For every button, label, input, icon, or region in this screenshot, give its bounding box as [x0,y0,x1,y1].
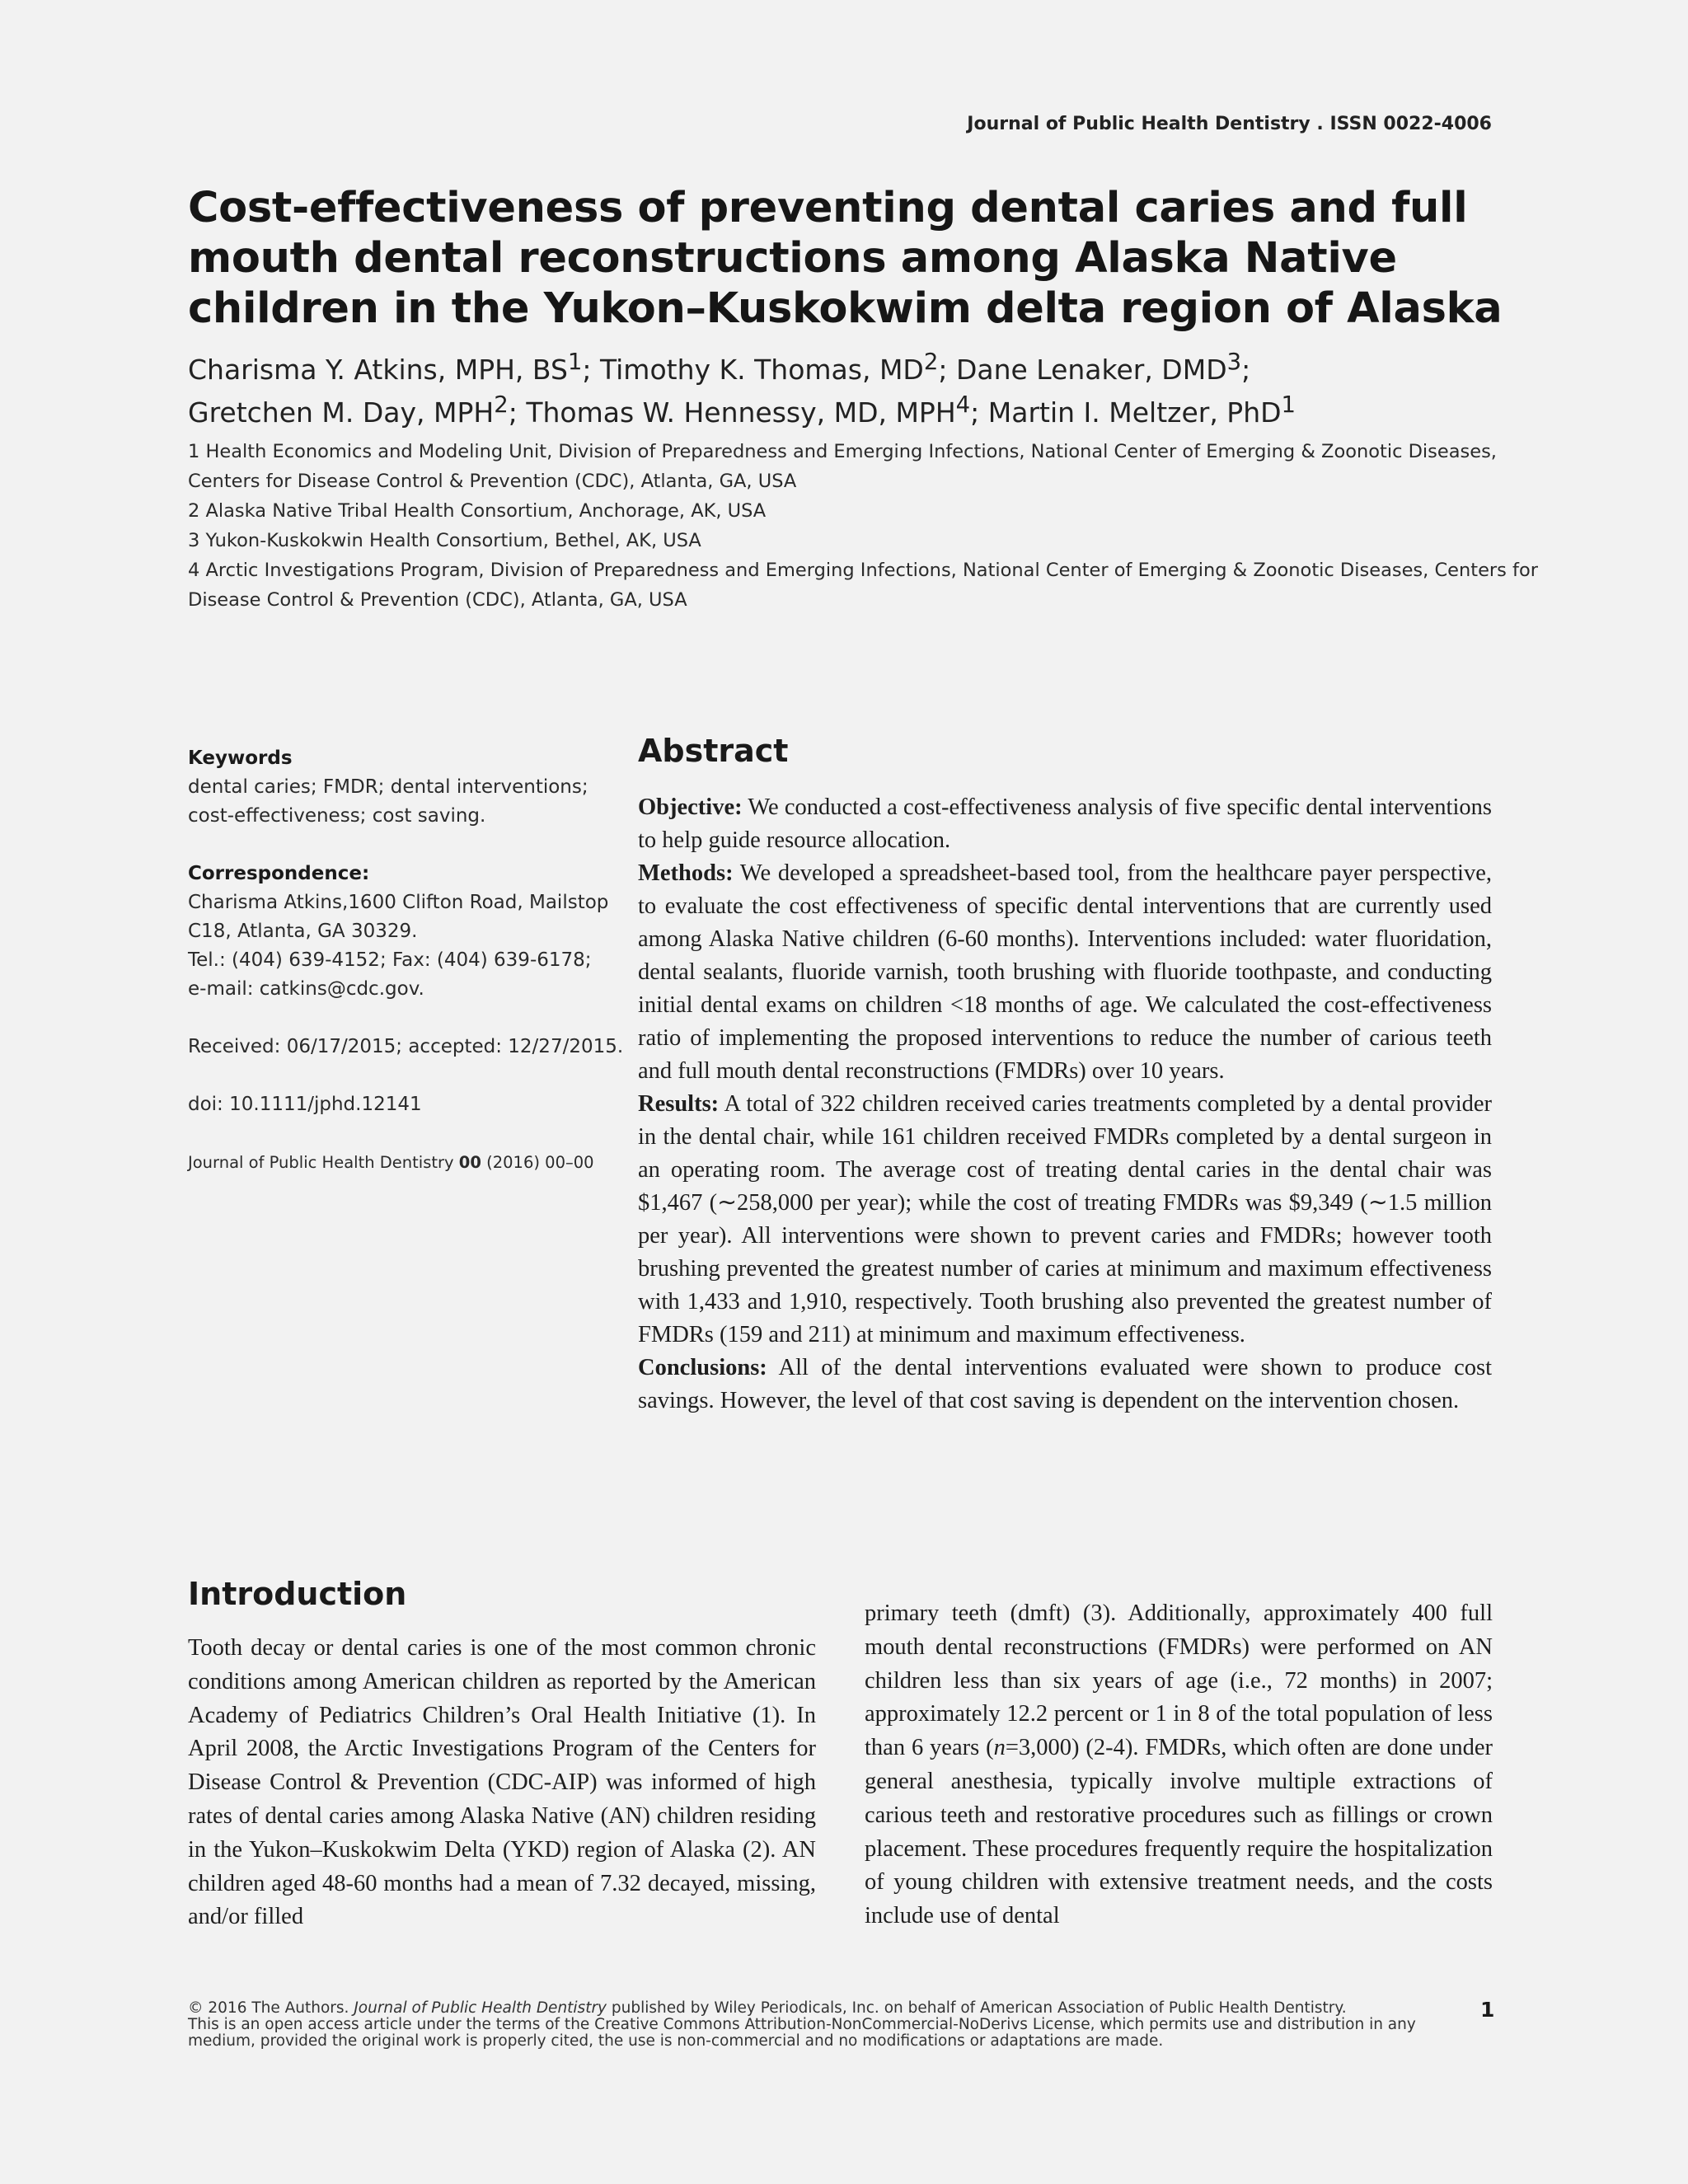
author-name: Thomas W. Hennessy, MD, MPH [526,396,956,429]
section-text: We developed a spreadsheet-based tool, from the healthcare payer perspective, to evaluate the cost effectiveness of specific dental interventions that are currently used among Alaska Native children (6-60 months). Interventions included: water fluoridation, dental sealants, fluoride varnish, tooth brushing with fluoride toothpaste, and conducting initial dental exams on children <18 months of age. We calculated the cost-effectiveness ratio of implementing the proposed interventions to reduce the number of carious teeth and full mouth dental reconstructions (FMDRs) over 10 years. [638,860,1492,1084]
issn: ISSN 0022-4006 [1329,114,1492,134]
section-label: Objective: [638,794,743,820]
affiliation-line: 3 Yukon-Kuskokwin Health Consortium, Bethel, AK, USA [188,530,701,551]
affiliation-line: 1 Health Economics and Modeling Unit, Division of Preparedness and Emerging Infections, National Center of Emerging & Zoonotic Diseases, [188,441,1497,462]
section-label: Methods: [638,860,734,886]
introduction-column-right [865,1597,1493,1933]
author-separator: ; [970,396,988,429]
journal-citation [188,1148,608,1177]
abstract-results [638,1088,1492,1352]
abstract-heading: Abstract [638,733,789,769]
affiliations [188,437,1538,615]
section-label: Conclusions: [638,1355,767,1380]
keywords-line: dental caries; FMDR; dental interventions; [188,776,588,798]
author-separator: ; [508,396,527,429]
journal-name: Journal of Public Health Dentistry [967,114,1311,134]
introduction-paragraph [865,1597,1493,1933]
correspondence-email[interactable]: e-mail: catkins@cdc.gov. [188,978,424,1000]
author-separator: ; [1241,354,1251,386]
author-line [188,387,1540,430]
author-list [188,344,1540,430]
affiliation-line: 4 Arctic Investigations Program, Division of Preparedness and Emerging Infections, National Center of Emerging & Zoonotic Diseases, Centers for [188,560,1538,581]
affiliation-line: Disease Control & Prevention (CDC), Atlanta, GA, USA [188,589,687,611]
keywords-line: cost-effectiveness; cost saving. [188,805,486,827]
citation-journal: Journal of Public Health Dentistry [188,1153,459,1172]
italic-n: n [993,1735,1006,1761]
title-line: mouth dental reconstructions among Alaska Native [188,234,1397,283]
doi-link[interactable]: doi: 10.1111/jphd.12141 [188,1094,422,1115]
citation-volume: 00 [458,1153,481,1172]
text-run: =3,000) (2-4). FMDRs, which often are done under general anesthesia, typically involve multiple extractions of carious teeth and restorative procedures such as fillings or crown placement. These procedures frequently require the hospitalization of young children with extensive treatment needs, and the costs include use of dental [865,1735,1493,1929]
section-text: A total of 322 children received caries treatments completed by a dental provider in the dental chair, while 161 children received FMDRs completed by a dental surgeon in an operating room. The average cost of treating dental caries in the dental chair was $1,467 (∼258,000 per year); while the cost of treating FMDRs was $9,349 (∼1.5 million per year). All interventions were shown to prevent caries and FMDRs; however tooth brushing prevented the greatest number of caries at minimum and maximum effectiveness with 1,433 and 1,910, respectively. Tooth brushing also prevented the greatest number of FMDRs (159 and 211) at minimum and maximum effectiveness. [638,1091,1492,1347]
footer-text: published by Wiley Periodicals, Inc. on behalf of American Association of Public Health Dentistry. [607,1999,1347,2017]
introduction-column-left [188,1632,816,1934]
text-run: primary teeth (dmft) (3). Additionally, approximately 400 full mouth dental reconstructions (FMDRs) were performed on AN children less than six years of age (i.e., 72 months) in 2007; approximately 12.2 percent or 1 in 8 of the total population of less than 6 years ( [865,1601,1493,1761]
abstract-conclusions [638,1352,1492,1418]
header-separator: . [1310,114,1330,134]
correspondence-line: Charisma Atkins,1600 Clifton Road, Mailstop [188,892,609,913]
abstract-body [638,791,1492,1418]
footer-line: This is an open access article under the terms of the Creative Commons Attribution-NonCommercial-NoDerivs License, which permits use and distribution in any [188,2016,1416,2033]
abstract-objective [638,791,1492,857]
footer-line: medium, provided the original work is properly cited, the use is non-commercial and no modifications or adaptations are made. [188,2032,1164,2050]
affiliation-marker: 1 [1281,391,1296,418]
section-label: Results: [638,1091,720,1117]
author-name: Gretchen M. Day, MPH [188,396,495,429]
correspondence-line: C18, Atlanta, GA 30329. [188,921,418,942]
author-name: Timothy K. Thomas, MD [600,354,924,386]
introduction-heading: Introduction [188,1576,407,1612]
journal-header [967,114,1492,134]
footer-journal: Journal of Public Health Dentistry [354,1999,607,2017]
affiliation-marker: 4 [955,391,971,418]
author-separator: ; [938,354,956,386]
footer-text: © 2016 The Authors. [188,1999,354,2017]
abstract-methods [638,857,1492,1088]
section-text: All of the dental interventions evaluated were shown to produce cost savings. However, the level of that cost saving is dependent on the intervention chosen. [638,1355,1492,1413]
affiliation-marker: 3 [1226,349,1242,375]
introduction-paragraph: Tooth decay or dental caries is one of the most common chronic conditions among American children as reported by the American Academy of Pediatrics Children’s Oral Health Initiative (1). In April 2008, the Arctic Investigations Program of the Centers for Disease Control & Prevention (CDC-AIP) was informed of high rates of dental caries among Alaska Native (AN) children residing in the Yukon–Kuskokwim Delta (YKD) region of Alaska (2). AN children aged 48-60 months had a mean of 7.32 decayed, missing, and/or filled [188,1635,816,1930]
page-number: 1 [1480,1998,1495,2022]
author-separator: ; [582,354,600,386]
affiliation-marker: 1 [567,349,583,375]
correspondence-line: Tel.: (404) 639-4152; Fax: (404) 639-6178; [188,949,592,971]
citation-year-pages: (2016) 00–00 [481,1153,594,1172]
keywords-label: Keywords [188,748,293,769]
author-line [188,344,1540,387]
author-name: Charisma Y. Atkins, MPH, BS [188,354,568,386]
affiliation-line: 2 Alaska Native Tribal Health Consortium, Anchorage, AK, USA [188,500,767,522]
author-name: Dane Lenaker, DMD [955,354,1227,386]
copyright-footer [188,2000,1474,2050]
affiliation-line: Centers for Disease Control & Prevention (CDC), Atlanta, GA, USA [188,471,797,492]
affiliation-marker: 2 [494,391,509,418]
author-name: Martin I. Meltzer, PhD [987,396,1282,429]
section-text: We conducted a cost-effectiveness analysis of five specific dental interventions to help guide resource allocation. [638,794,1492,853]
received-dates: Received: 06/17/2015; accepted: 12/27/2015. [188,1036,624,1057]
correspondence-label: Correspondence: [188,863,370,884]
article-info-sidebar [188,744,624,1177]
affiliation-marker: 2 [923,349,939,375]
title-line: children in the Yukon–Kuskokwim delta region of Alaska [188,284,1503,333]
title-line: Cost-effectiveness of preventing dental caries and full [188,184,1468,232]
article-title [188,183,1507,334]
footer-line [188,2000,1474,2017]
